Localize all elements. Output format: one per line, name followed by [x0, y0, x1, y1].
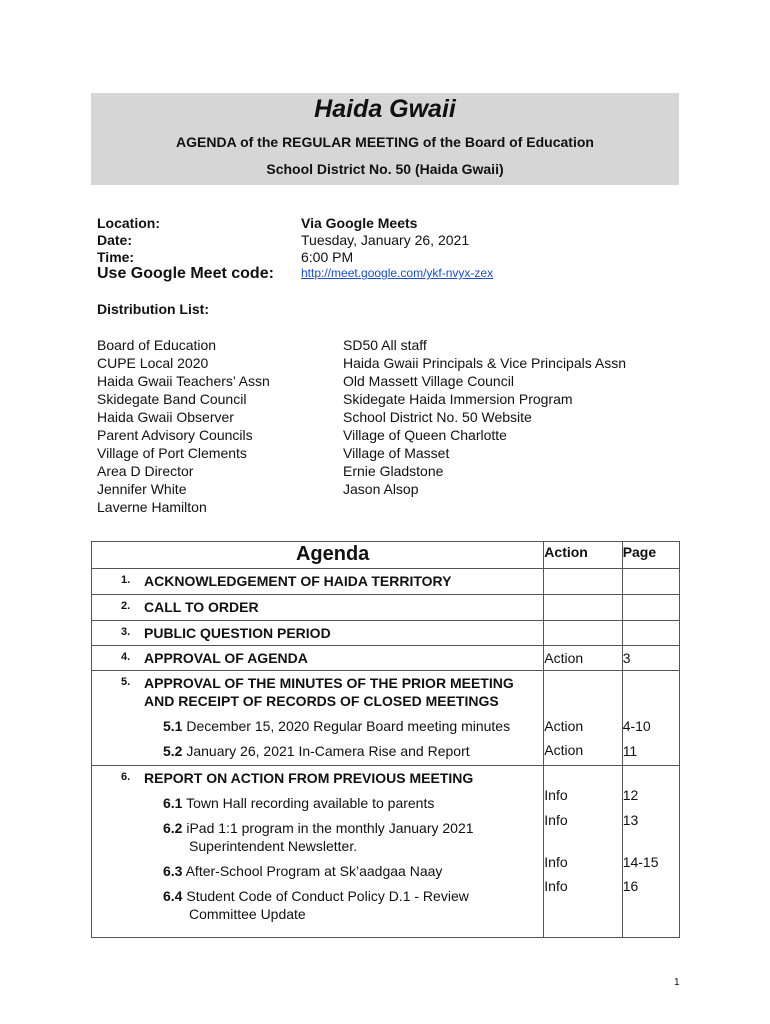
distribution-item: Area D Director	[97, 463, 194, 479]
distribution-item: School District No. 50 Website	[343, 409, 532, 425]
distribution-item: Village of Queen Charlotte	[343, 427, 507, 443]
distribution-item: Haida Gwaii Principals & Vice Principals Assn	[343, 355, 626, 371]
agenda-row	[92, 646, 680, 671]
meet-link[interactable]: http://meet.google.com/ykf-nvyx-zex	[301, 266, 494, 280]
distribution-item: Haida Gwaii Observer	[97, 409, 234, 425]
distribution-item: Haida Gwaii Teachers’ Assn	[97, 373, 270, 389]
item-title: APPROVAL OF THE MINUTES OF THE PRIOR MEETING AND RECEIPT OF RECORDS OF CLOSED MEETINGS	[144, 675, 514, 709]
item-number: 4.	[121, 651, 131, 663]
sub-item-continuation: Superintendent Newsletter.	[189, 838, 358, 854]
item-action: Action	[544, 650, 584, 666]
header-subtitle-district: School District No. 50 (Haida Gwaii)	[266, 161, 504, 177]
location-label: Location:	[97, 215, 160, 231]
item-title: PUBLIC QUESTION PERIOD	[144, 625, 331, 641]
distribution-list-left	[97, 336, 270, 516]
item-page: 3	[622, 650, 631, 666]
agenda-row	[92, 766, 680, 938]
sub-item: 5.2 January 26, 2021 In-Camera Rise and Report	[163, 743, 470, 759]
agenda-table	[91, 541, 680, 938]
date-value: Tuesday, January 26, 2021	[301, 232, 470, 248]
agenda-header-row	[92, 542, 680, 569]
page-number: 1	[674, 977, 680, 988]
agenda-row	[92, 621, 680, 646]
distribution-item: Village of Port Clements	[97, 445, 247, 461]
agenda-row	[92, 671, 680, 766]
item-action: Info	[544, 812, 568, 828]
distribution-item: Village of Masset	[343, 445, 450, 461]
item-page: 16	[622, 878, 639, 894]
document-header	[91, 93, 679, 185]
item-title: ACKNOWLEDGEMENT OF HAIDA TERRITORY	[144, 573, 452, 589]
item-number: 6.	[121, 771, 131, 783]
item-number: 2.	[121, 600, 131, 612]
agenda-heading: Agenda	[295, 543, 370, 565]
time-value: 6:00 PM	[301, 249, 354, 265]
distribution-item: Parent Advisory Councils	[97, 427, 253, 443]
header-title: Haida Gwaii	[314, 95, 456, 123]
distribution-item: Ernie Gladstone	[343, 463, 444, 479]
item-page: 11	[622, 743, 638, 759]
item-page: 13	[622, 812, 639, 828]
item-number: 3.	[121, 626, 131, 638]
meet-code-label: Use Google Meet code:	[97, 265, 274, 282]
item-page: 4-10	[622, 718, 651, 734]
agenda-row	[92, 569, 680, 595]
distribution-item: Old Massett Village Council	[343, 373, 514, 389]
distribution-item: Laverne Hamilton	[97, 499, 207, 515]
distribution-item: Jennifer White	[97, 481, 187, 497]
distribution-item: SD50 All staff	[343, 337, 427, 353]
date-label: Date:	[97, 232, 133, 248]
item-action: Info	[544, 878, 568, 894]
sub-item: 6.1 Town Hall recording available to parents	[163, 795, 435, 811]
agenda-row	[92, 595, 680, 621]
item-number: 5.	[121, 676, 131, 688]
action-column-header: Action	[544, 544, 588, 560]
distribution-item: Skidegate Haida Immersion Program	[343, 391, 573, 407]
item-action: Action	[544, 742, 584, 758]
distribution-item: Jason Alsop	[343, 481, 419, 497]
item-action: Info	[544, 854, 568, 870]
sub-item-continuation: Committee Update	[189, 906, 306, 922]
item-number: 1.	[121, 574, 131, 586]
distribution-title: Distribution List:	[97, 301, 209, 317]
item-title: CALL TO ORDER	[144, 599, 259, 615]
page-column-header: Page	[622, 544, 657, 560]
sub-item: 5.1 December 15, 2020 Regular Board meeting minutes	[163, 718, 511, 734]
location-value: Via Google Meets	[301, 215, 418, 231]
item-title: APPROVAL OF AGENDA	[144, 650, 308, 666]
sub-item: 6.3 After-School Program at Sk’aadgaa Naay	[163, 863, 443, 879]
distribution-item: Skidegate Band Council	[97, 391, 247, 407]
header-subtitle-meeting: AGENDA of the REGULAR MEETING of the Board of Education	[176, 134, 594, 150]
distribution-item: Board of Education	[97, 337, 217, 353]
item-title: REPORT ON ACTION FROM PREVIOUS MEETING	[144, 770, 474, 786]
distribution-item: CUPE Local 2020	[97, 355, 209, 371]
sub-item: 6.2 iPad 1:1 program in the monthly January 2021	[163, 820, 474, 836]
distribution-list-right	[343, 336, 626, 498]
item-page: 12	[622, 787, 639, 803]
sub-item: 6.4 Student Code of Conduct Policy D.1 - Review	[163, 888, 469, 904]
item-action: Action	[544, 718, 584, 734]
time-label: Time:	[97, 249, 135, 265]
item-page: 14-15	[622, 854, 659, 870]
item-action: Info	[544, 787, 568, 803]
